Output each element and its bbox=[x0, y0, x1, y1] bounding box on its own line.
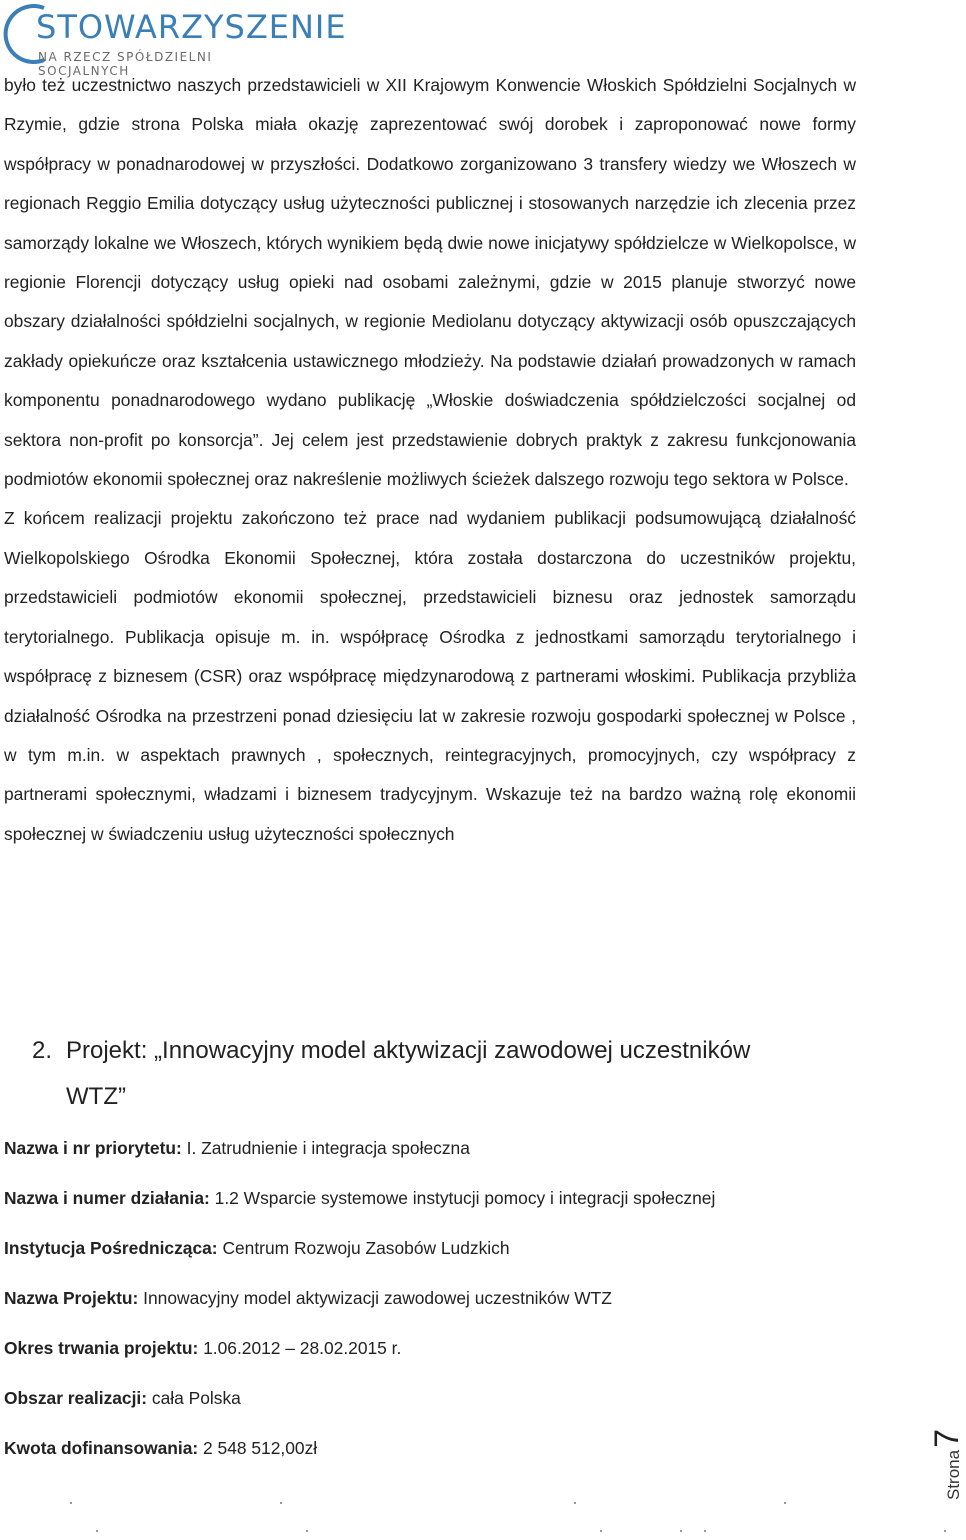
dot bbox=[784, 1502, 786, 1504]
info-row-funding bbox=[4, 1436, 904, 1460]
dot bbox=[944, 1530, 946, 1532]
info-row-action bbox=[4, 1186, 904, 1210]
section-title-line2: WTZ” bbox=[66, 1083, 126, 1110]
info-value: I. Zatrudnienie i integracja społeczna bbox=[181, 1138, 470, 1158]
dot bbox=[704, 1530, 706, 1532]
document-body bbox=[4, 66, 856, 854]
info-row-priority bbox=[4, 1136, 904, 1160]
dot bbox=[680, 1530, 682, 1532]
info-value: Centrum Rozwoju Zasobów Ludzkich bbox=[217, 1238, 510, 1258]
dot bbox=[574, 1502, 576, 1504]
info-label: Obszar realizacji: bbox=[4, 1388, 148, 1408]
info-value: 1.06.2012 – 28.02.2015 r. bbox=[198, 1338, 402, 1358]
info-row-project-name bbox=[4, 1286, 904, 1310]
section-heading bbox=[32, 1028, 750, 1120]
logo-title: STOWARZYSZENIE bbox=[36, 8, 347, 46]
info-label: Nazwa i numer działania: bbox=[4, 1188, 210, 1208]
info-row-duration bbox=[4, 1336, 904, 1360]
paragraph: Z końcem realizacji projektu zakończono też prace nad wydaniem publikacji podsumowującą działalność Wielkopolskiego Ośrodka Ekonomii Społecznej, która została dostarczona do uczestników projektu, przedstawicieli podmiotów ekonomii społecznej, przedstawicieli biznesu oraz jednostek samorządu terytorialnego. Publikacja opisuje m. in. współpracę Ośrodka z jednostkami samorządu terytorialnego i współpracę z biznesem (CSR) oraz współpracę międzynarodową z partnerami włoskimi. Publikacja przybliża działalność Ośrodka na przestrzeni ponad dziesięciu lat w zakresie rozwoju gospodarki społecznej w Polsce , w tym m.in. w aspektach prawnych , społecznych, reintegracyjnych, promocyjnych, czy współpracy z partnerami społecznymi, władzami i biznesem tradycyjnym. Wskazuje też na bardzo ważną rolę ekonomii społecznej w świadczeniu usług użyteczności społecznych bbox=[4, 508, 856, 844]
info-value: Innowacyjny model aktywizacji zawodowej uczestników WTZ bbox=[138, 1288, 612, 1308]
info-label: Nazwa Projektu: bbox=[4, 1288, 139, 1308]
info-value: 1.2 Wsparcie systemowe instytucji pomocy i integracji społecznej bbox=[209, 1188, 716, 1208]
dot bbox=[306, 1530, 308, 1532]
page-number bbox=[920, 1400, 964, 1500]
info-row-area bbox=[4, 1386, 904, 1410]
logo-subtitle: NA RZECZ SPÓŁDZIELNI SOCJALNYCH bbox=[38, 50, 213, 78]
dot bbox=[600, 1530, 602, 1532]
info-label: Instytucja Pośrednicząca: bbox=[4, 1238, 218, 1258]
info-row-institution bbox=[4, 1236, 904, 1260]
organization-logo bbox=[4, 2, 347, 78]
scan-artifacts bbox=[0, 1500, 960, 1540]
paragraph: było też uczestnictwo naszych przedstawicieli w XII Krajowym Konwencie Włoskich Spółdzielni Socjalnych w Rzymie, gdzie strona Polska miała okazję zaprezentować swój dorobek i zaproponować nowe formy współpracy w ponadnarodowej w przyszłości. Dodatkowo zorganizowano 3 transfery wiedzy we Włoszech w regionach Reggio Emilia dotyczący usług użyteczności publicznej i stosowanych narzędzie ich zlecenia przez samorządy lokalne we Włoszech, których wynikiem będą dwie nowe inicjatywy spółdzielcze w Wielkopolsce, w regionie Florencji dotyczący usług opieki nad osobami zależnymi, gdzie w 2015 planuje stworzyć nowe obszary działalności spółdzielni socjalnych, w regionie Mediolanu dotyczący aktywizacji osób opuszczających zakłady opiekuńcze oraz kształcenia ustawicznego młodzieży. Na podstawie działań prowadzonych w ramach komponentu ponadnarodowego wydano publikację „Włoskie doświadczenia spółdzielczości socjalnej od sektora non-profit po konsorcja”. Jej celem jest przedstawienie dobrych praktyk z zakresu funkcjonowania podmiotów ekonomii społecznej oraz nakreślenie możliwych ścieżek dalszego rozwoju tego sektora w Polsce. bbox=[4, 75, 856, 490]
dot bbox=[280, 1502, 282, 1504]
info-value: cała Polska bbox=[147, 1388, 241, 1408]
section-title-line1: Projekt: „Innowacyjny model aktywizacji zawodowej uczestników bbox=[66, 1037, 751, 1064]
page-label: Strona bbox=[944, 1449, 963, 1500]
section-number: 2. bbox=[32, 1037, 53, 1064]
page-digit: 7 bbox=[928, 1428, 966, 1448]
info-label: Nazwa i nr priorytetu: bbox=[4, 1138, 182, 1158]
info-label: Kwota dofinansowania: bbox=[4, 1438, 199, 1458]
info-value: 2 548 512,00zł bbox=[198, 1438, 318, 1458]
info-label: Okres trwania projektu: bbox=[4, 1338, 199, 1358]
dot bbox=[70, 1502, 72, 1504]
dot bbox=[96, 1530, 98, 1532]
